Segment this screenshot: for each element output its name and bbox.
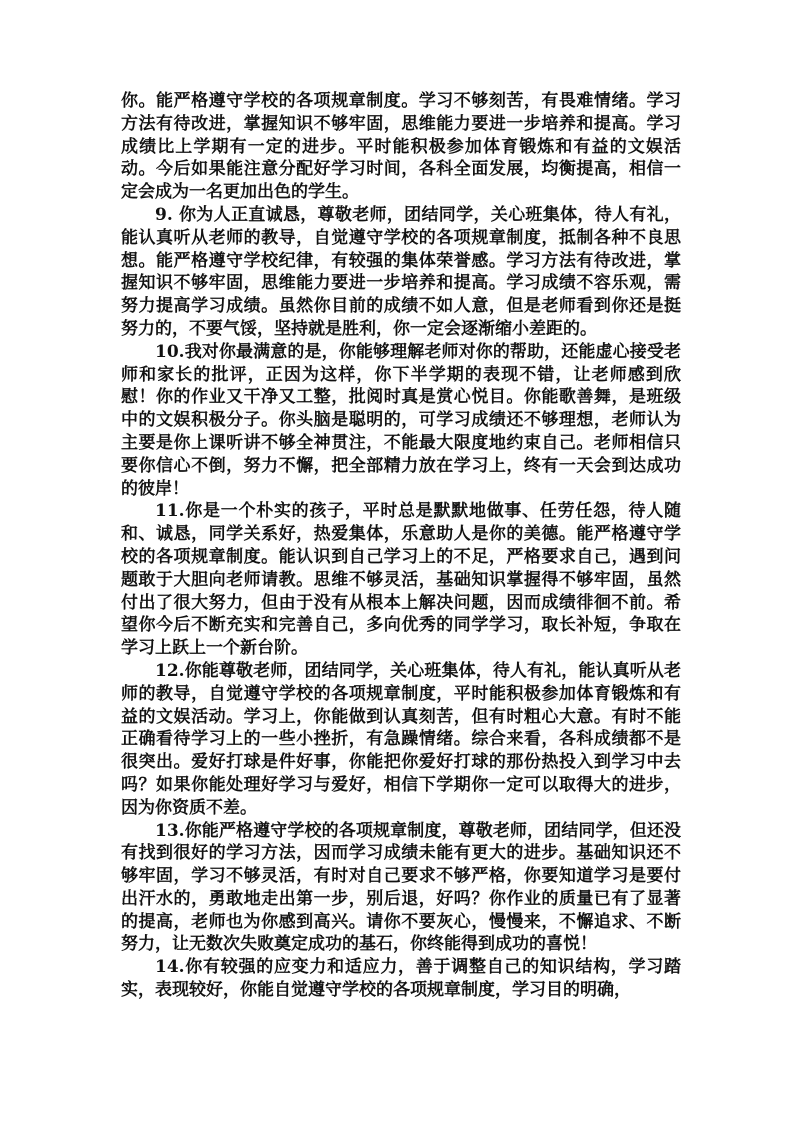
- paragraph-14-start: 14.你有较强的应变力和适应力，善于调整自己的知识结构，学习踏实，表现较好，你能自觉遵守学校的各项规章制度，学习目的明确，: [121, 957, 681, 1001]
- paragraph-9: 9. 你为人正直诚恳，尊敬老师，团结同学，关心班集体，待人有礼，能认真听从老师的教导，自觉遵守学校的各项规章制度，抵制各种不良思想。能严格遵守学校纪律，有较强的集体荣誉感。学习方法有待改进，掌握知识不够牢固，思维能力要进一步培养和提高。学习成绩不容乐观，需努力提高学习成绩。虽然你目前的成绩不如人意，但是老师看到你还是挺努力的，不要气馁，坚持就是胜利，你一定会逐渐缩小差距的。: [121, 204, 681, 339]
- document-page: [121, 90, 681, 1002]
- paragraph-11: 11.你是一个朴实的孩子，平时总是默默地做事、任劳任怨，待人随和、诚恳，同学关系好，热爱集体，乐意助人是你的美德。能严格遵守学校的各项规章制度。能认识到自己学习上的不足，严格要求自己，遇到问题敢于大胆向老师请教。思维不够灵活，基础知识掌握得不够牢固，虽然付出了很大努力，但由于没有从根本上解决问题，因而成绩徘徊不前。希望你今后不断充实和完善自己，多向优秀的同学学习，取长补短，争取在学习上跃上一个新台阶。: [121, 501, 681, 659]
- paragraph-13: 13.你能严格遵守学校的各项规章制度，尊敬老师，团结同学，但还没有找到很好的学习方法，因而学习成绩未能有更大的进步。基础知识还不够牢固，学习不够灵活，有时对自己要求不够严格，你要知道学习是要付出汗水的，勇敢地走出第一步，别后退，好吗？你作业的质量已有了显著的提高，老师也为你感到高兴。请你不要灰心，慢慢来，不懈追求、不断努力，让无数次失败奠定成功的基石，你终能得到成功的喜悦！: [121, 820, 681, 955]
- paragraph-10: 10.我对你最满意的是，你能够理解老师对你的帮助，还能虚心接受老师和家长的批评，正因为这样，你下半学期的表现不错，让老师感到欣慰！你的作业又干净又工整，批阅时真是赏心悦目。你能歌善舞，是班级中的文娱积极分子。你头脑是聪明的，可学习成绩还不够理想，老师认为主要是你上课听讲不够全神贯注，不能最大限度地约束自己。老师相信只要你信心不倒，努力不懈，把全部精力放在学习上，终有一天会到达成功的彼岸！: [121, 341, 681, 499]
- paragraph-8-continuation: 你。能严格遵守学校的各项规章制度。学习不够刻苦，有畏难情绪。学习方法有待改进，掌握知识不够牢固，思维能力要进一步培养和提高。学习成绩比上学期有一定的进步。平时能积极参加体育锻炼和有益的文娱活动。今后如果能注意分配好学习时间，各科全面发展，均衡提高，相信一定会成为一名更加出色的学生。: [121, 91, 681, 203]
- paragraph-12: 12.你能尊敬老师，团结同学，关心班集体，待人有礼，能认真听从老师的教导，自觉遵守学校的各项规章制度，平时能积极参加体育锻炼和有益的文娱活动。学习上，你能做到认真刻苦，但有时粗心大意。有时不能正确看待学习上的一些小挫折，有急躁情绪。综合来看，各科成绩都不是很突出。爱好打球是件好事，你能把你爱好打球的那份热投入到学习中去吗？如果你能处理好学习与爱好，相信下学期你一定可以取得大的进步，因为你资质不差。: [121, 660, 681, 818]
